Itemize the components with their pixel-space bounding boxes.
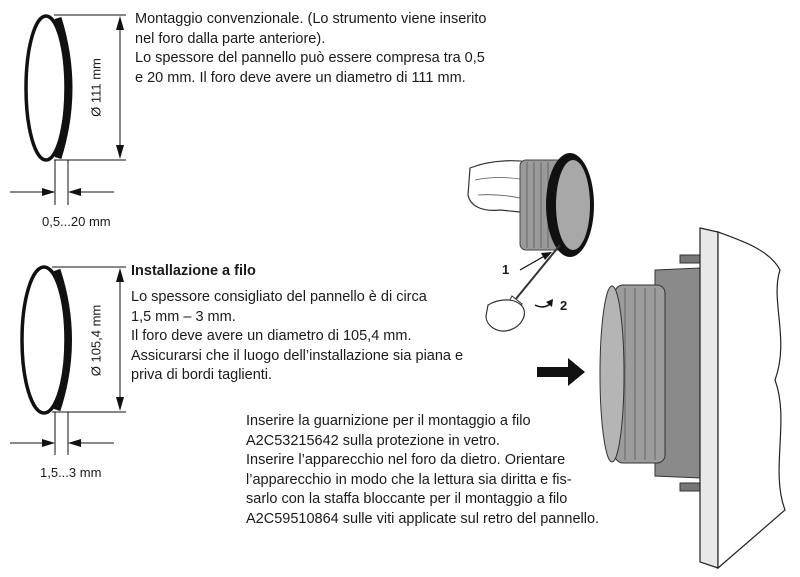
text-line: A2C59510864 sulle viti applicate sul retro del pannello. [246,510,600,527]
text-line: Lo spessore consigliato del pannello è di circa [131,289,427,305]
text-line: Il foro deve avere un diametro di 105,4 mm. [131,328,412,344]
thickness-dimension-flush [10,412,114,455]
direction-arrow [537,358,585,386]
text-line: priva di bordi taglienti. [131,367,273,383]
ring-conventional [26,16,69,160]
diameter-label-flush: Ø 105,4 mm [88,304,104,377]
diameter-label-conventional: Ø 111 mm [88,58,104,117]
text-line: sarlo con la staffa bloccante per il montaggio a filo [246,491,568,507]
text-line: A2C53215642 sulla protezione in vetro. [246,432,500,449]
text-line: Montaggio convenzionale. (Lo strumento viene inserito [135,11,487,27]
thickness-label-flush: 1,5...3 mm [40,465,102,480]
text-line: Inserire la guarnizione per il montaggio a filo [246,413,531,429]
text-line: 1,5 mm – 3 mm. [131,308,236,325]
step-1-label: 1 [502,262,510,277]
text-line: l’apparecchio in modo che la lettura sia diritta e fis- [246,471,572,488]
step-2-label: 2 [560,298,568,313]
text-line: Inserire l’apparecchio nel foro da dietro. Orientare [246,452,566,468]
text-line: e 20 mm. Il foro deve avere un diametro di 111 mm. [135,69,466,86]
device-mounted-illustration [600,228,785,568]
gasket-installation-illustration [468,153,594,331]
paragraph-conventional [135,10,486,88]
text-line: Assicurarsi che il luogo dell’installazione sia piana e [131,347,464,364]
ring-flush [22,267,69,413]
thickness-dimension-conventional [10,160,114,205]
text-line: Lo spessore del pannello può essere compresa tra 0,5 [135,50,485,66]
text-line: nel foro dalla parte anteriore). [135,30,326,47]
paragraph-insertion [246,412,599,529]
thickness-label-conventional: 0,5...20 mm [42,214,111,229]
paragraph-flush [131,288,463,386]
heading-flush-installation: Installazione a filo [131,263,256,279]
